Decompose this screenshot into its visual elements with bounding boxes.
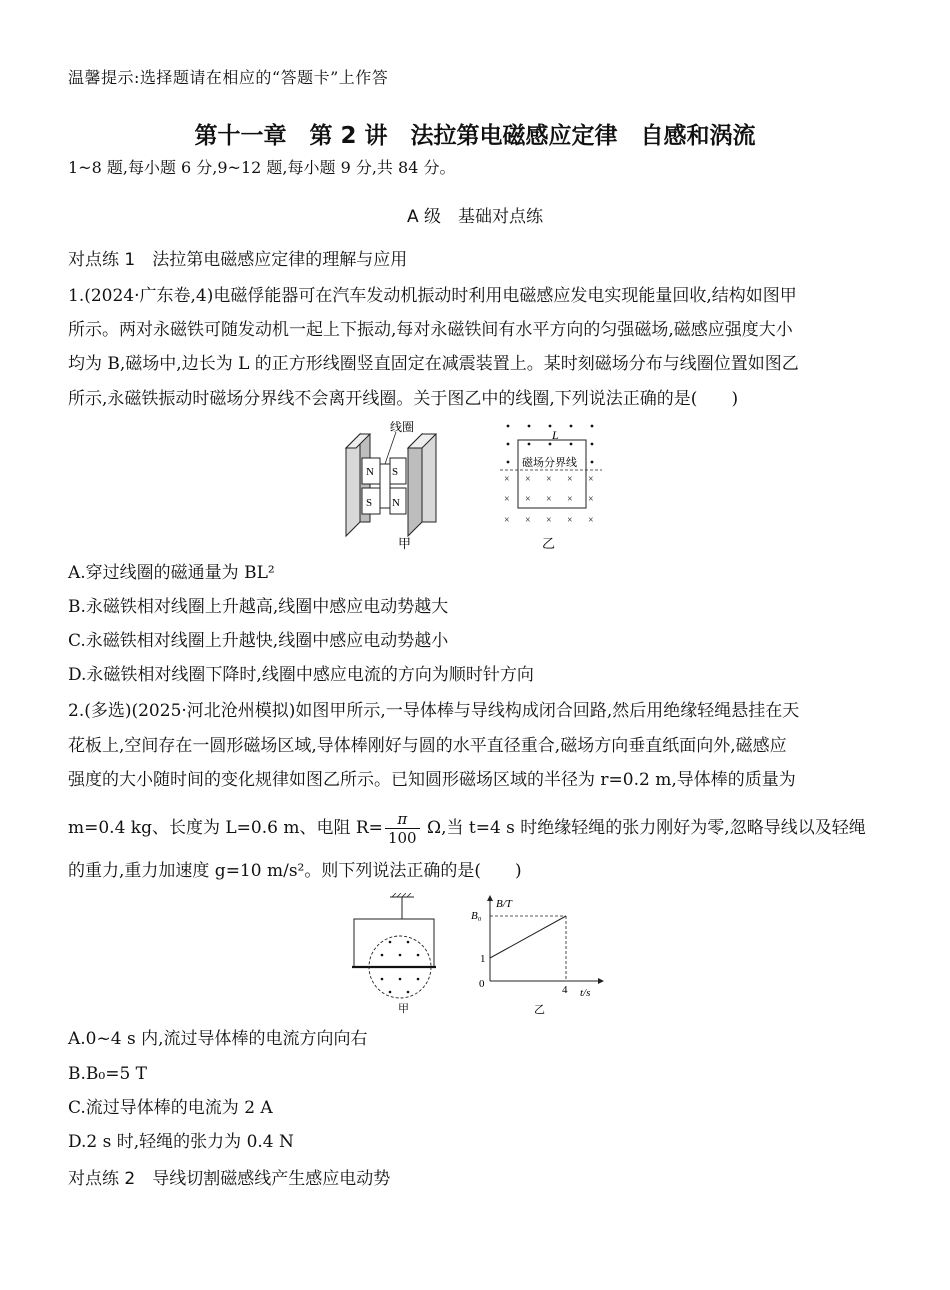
- q1-option-b: B.永磁铁相对线圈上升越高,线圈中感应电动势越大: [68, 597, 449, 617]
- side-length-label: L: [552, 428, 559, 442]
- q1-figure-yi: [496, 418, 606, 553]
- answer-tip: 温馨提示:选择题请在相应的“答题卡”上作答: [68, 68, 389, 87]
- x-axis-label: t/s: [580, 987, 591, 999]
- magnet-n-right: N: [392, 497, 400, 509]
- y-axis-label: B/T: [496, 898, 512, 910]
- svg-text:×: ×: [504, 494, 510, 505]
- fig-yi-caption: 乙: [542, 536, 556, 551]
- magnet-s-left: S: [366, 497, 373, 509]
- svg-text:×: ×: [504, 515, 510, 526]
- q2-line-1: 2.(多选)(2025·河北沧州模拟)如图甲所示,一导体棒与导线构成闭合回路,然后用绝缘轻绳悬挂在天: [68, 701, 800, 721]
- fig-jia-caption: 甲: [398, 536, 412, 551]
- score-info: 1~8 题,每小题 6 分,9~12 题,每小题 9 分,共 84 分。: [68, 158, 456, 177]
- q2-figure-yi: [470, 893, 605, 1016]
- q1-figure-jia: [340, 418, 460, 553]
- q1-option-c: C.永磁铁相对线圈上升越快,线圈中感应电动势越小: [68, 631, 449, 651]
- fig-jia-caption: 甲: [398, 1003, 409, 1015]
- q1-line-4: 所示,永磁铁振动时磁场分界线不会离开线圈。关于图乙中的线圈,下列说法正确的是( ): [68, 389, 739, 409]
- svg-text:×: ×: [525, 474, 531, 485]
- magnet-s-right: S: [392, 466, 399, 478]
- svg-text:×: ×: [546, 494, 552, 505]
- q2-line-4: [68, 808, 866, 848]
- svg-text:×: ×: [525, 494, 531, 505]
- svg-text:×: ×: [567, 474, 573, 485]
- q2-figure-jia: [350, 893, 440, 1016]
- fig-yi-caption: 乙: [534, 1004, 545, 1016]
- svg-text:×: ×: [546, 474, 552, 485]
- resistance-fraction: [385, 810, 420, 847]
- q1-option-a: A.穿过线圈的磁通量为 BL²: [68, 563, 275, 583]
- svg-text:×: ×: [546, 515, 552, 526]
- q1-line-1: 1.(2024·广东卷,4)电磁俘能器可在汽车发动机振动时利用电磁感应发电实现能量回收,结构如图甲: [68, 286, 797, 306]
- q2-line-5: 的重力,重力加速度 g=10 m/s²。则下列说法正确的是( ): [68, 861, 522, 881]
- fraction-denominator: 100: [387, 829, 417, 847]
- q2-line-4-end: Ω,当 t=4 s 时绝缘轻绳的张力刚好为零,忽略导线以及轻绳: [421, 818, 866, 838]
- x-axis-arrow: [598, 978, 604, 984]
- q1-line-3: 均为 B,磁场中,边长为 L 的正方形线圈竖直固定在减震装置上。某时刻磁场分布与线圈位置如图乙: [68, 354, 799, 374]
- svg-text:×: ×: [588, 474, 594, 485]
- y-axis-arrow: [487, 895, 493, 901]
- q2-line-2: 花板上,空间存在一圆形磁场区域,导体棒刚好与圆的水平直径重合,磁场方向垂直纸面向外,磁感应: [68, 736, 787, 756]
- q2-option-c: C.流过导体棒的电流为 2 A: [68, 1098, 273, 1118]
- x-tick-label: 4: [562, 984, 568, 996]
- section-heading-2: 对点练 2 导线切割磁感线产生感应电动势: [68, 1169, 391, 1189]
- level-heading: A 级 基础对点练: [406, 207, 544, 227]
- field-in-crosses: [504, 474, 594, 526]
- q2-option-b: B.B₀=5 T: [68, 1064, 148, 1084]
- fraction-numerator: π: [385, 810, 420, 829]
- ceiling-hatch: [392, 893, 411, 897]
- b-t-line: [490, 916, 566, 958]
- svg-text:×: ×: [504, 474, 510, 485]
- q1-option-d: D.永磁铁相对线圈下降时,线圈中感应电流的方向为顺时针方向: [68, 665, 534, 685]
- q2-option-a: A.0~4 s 内,流过导体棒的电流方向向右: [68, 1029, 368, 1049]
- coil-label: 线圈: [390, 420, 415, 434]
- b0-label: B₀: [471, 910, 482, 922]
- q2-option-d: D.2 s 时,轻绳的张力为 0.4 N: [68, 1132, 294, 1152]
- wire-loop: [354, 919, 434, 967]
- magnet-n-left: N: [366, 466, 374, 478]
- q2-line-3: 强度的大小随时间的变化规律如图乙所示。已知圆形磁场区域的半径为 r=0.2 m,导体棒的质量为: [68, 770, 796, 790]
- boundary-label: 磁场分界线: [522, 457, 577, 469]
- y-tick-label: 1: [480, 953, 486, 965]
- q1-line-2: 所示。两对永磁铁可随发动机一起上下振动,每对永磁铁间有水平方向的匀强磁场,磁感应强度大小: [68, 320, 793, 340]
- origin-label: 0: [479, 978, 485, 990]
- svg-text:×: ×: [567, 494, 573, 505]
- section-heading-1: 对点练 1 法拉第电磁感应定律的理解与应用: [68, 250, 408, 270]
- svg-text:×: ×: [588, 494, 594, 505]
- svg-text:×: ×: [567, 515, 573, 526]
- page-title: 第十一章 第 2 讲 法拉第电磁感应定律 自感和涡流: [194, 123, 756, 149]
- q2-line-4-start: m=0.4 kg、长度为 L=0.6 m、电阻 R=: [68, 818, 383, 838]
- svg-text:×: ×: [525, 515, 531, 526]
- svg-text:×: ×: [588, 515, 594, 526]
